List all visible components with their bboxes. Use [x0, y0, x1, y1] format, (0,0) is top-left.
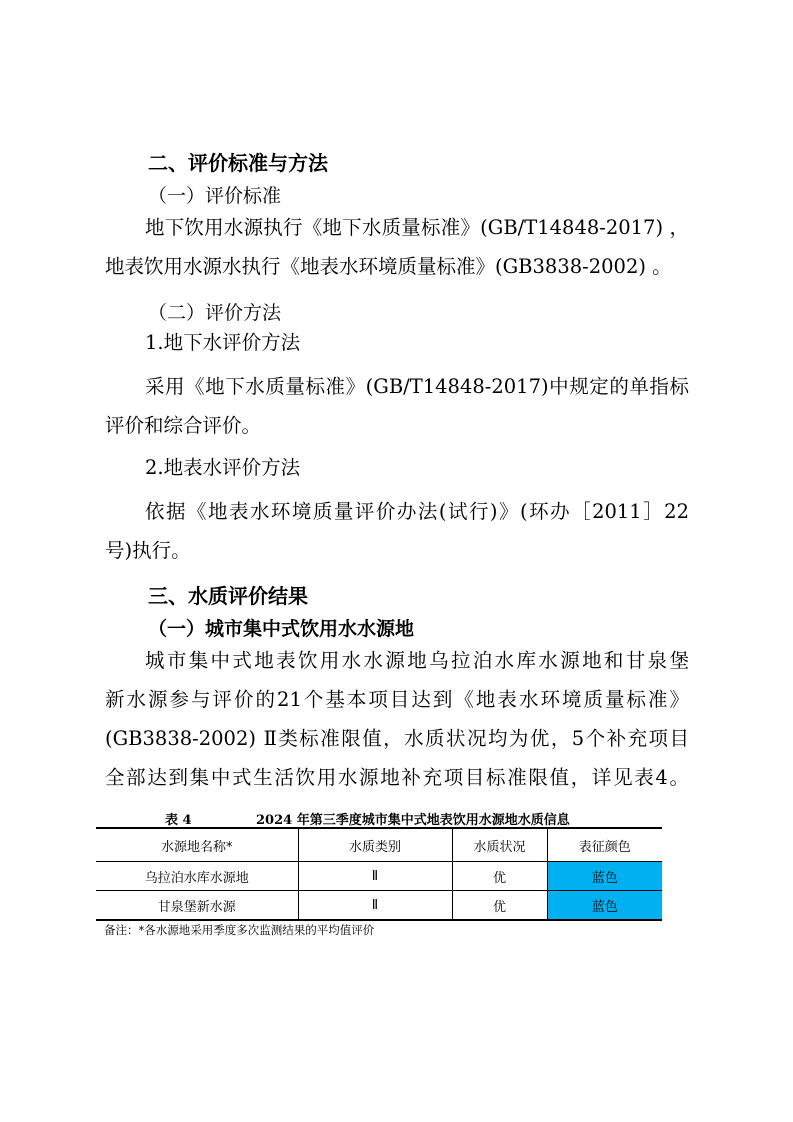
section3-line4: 全部达到集中式生活饮用水源地补充项目标准限值，详见表4。: [105, 766, 689, 789]
item1-title: 1.地下水评价方法: [145, 331, 301, 354]
cell-class: Ⅱ: [298, 862, 452, 891]
item2-line2: 号)执行。: [105, 539, 191, 562]
table-row: [96, 891, 662, 921]
table-label: 表 4: [165, 813, 192, 828]
header-name: 水源地名称*: [96, 828, 298, 862]
cell-status: 优: [452, 891, 547, 921]
header-color: 表征颜色: [547, 828, 662, 862]
item1-line2: 评价和综合评价。: [105, 414, 262, 437]
para1-line2: 地表饮用水源水执行《地表水环境质量标准》(GB3838-2002) 。: [105, 255, 672, 278]
section2-para1: [105, 208, 689, 286]
table-note: 备注：*各水源地采用季度多次监测结果的平均值评价: [104, 923, 375, 937]
section3-line1: 城市集中式地表饮用水水源地乌拉泊水库水源地和甘泉堡: [145, 649, 689, 672]
item1-title-block: [105, 323, 689, 362]
item1-para: [105, 367, 689, 445]
header-status: 水质状况: [452, 828, 547, 862]
header-class: 水质类别: [298, 828, 452, 862]
section3-para: [105, 641, 689, 797]
item2-title-block: [105, 448, 689, 487]
item2-title: 2.地表水评价方法: [145, 456, 301, 479]
section3-line2: 新水源参与评价的21个基本项目达到《地表水环境质量标准》: [105, 688, 689, 711]
cell-color: 蓝色: [547, 862, 662, 891]
table-caption: [165, 809, 570, 828]
item2-line1: 依据《地表水环境质量评价办法(试行)》(环办［2011］22: [145, 500, 689, 523]
section3-line3: (GB3838-2002) Ⅱ类标准限值，水质状况均为优，5个补充项目: [105, 727, 689, 750]
table-header-row: [96, 828, 662, 862]
para1-line1: 地下饮用水源执行《地下水质量标准》(GB/T14848-2017) ，: [145, 216, 689, 239]
section2-sub2: （二）评价方法: [148, 302, 282, 324]
section3-sub1: （一）城市集中式饮用水水源地: [148, 618, 415, 640]
cell-name: 乌拉泊水库水源地: [96, 862, 298, 891]
table-row: [96, 862, 662, 891]
cell-class: Ⅱ: [298, 891, 452, 921]
item2-para: [105, 492, 689, 570]
water-quality-table: [96, 827, 662, 921]
section2-sub1: （一）评价标准: [148, 185, 282, 207]
table-title: 2024 年第三季度城市集中式地表饮用水源地水质信息: [256, 813, 570, 828]
cell-status: 优: [452, 862, 547, 891]
cell-name: 甘泉堡新水源: [96, 891, 298, 921]
item1-line1: 采用《地下水质量标准》(GB/T14848-2017)中规定的单指标: [145, 375, 689, 398]
cell-color: 蓝色: [547, 891, 662, 921]
section2-title: 二、评价标准与方法: [148, 151, 328, 175]
section3-title: 三、水质评价结果: [148, 584, 308, 608]
